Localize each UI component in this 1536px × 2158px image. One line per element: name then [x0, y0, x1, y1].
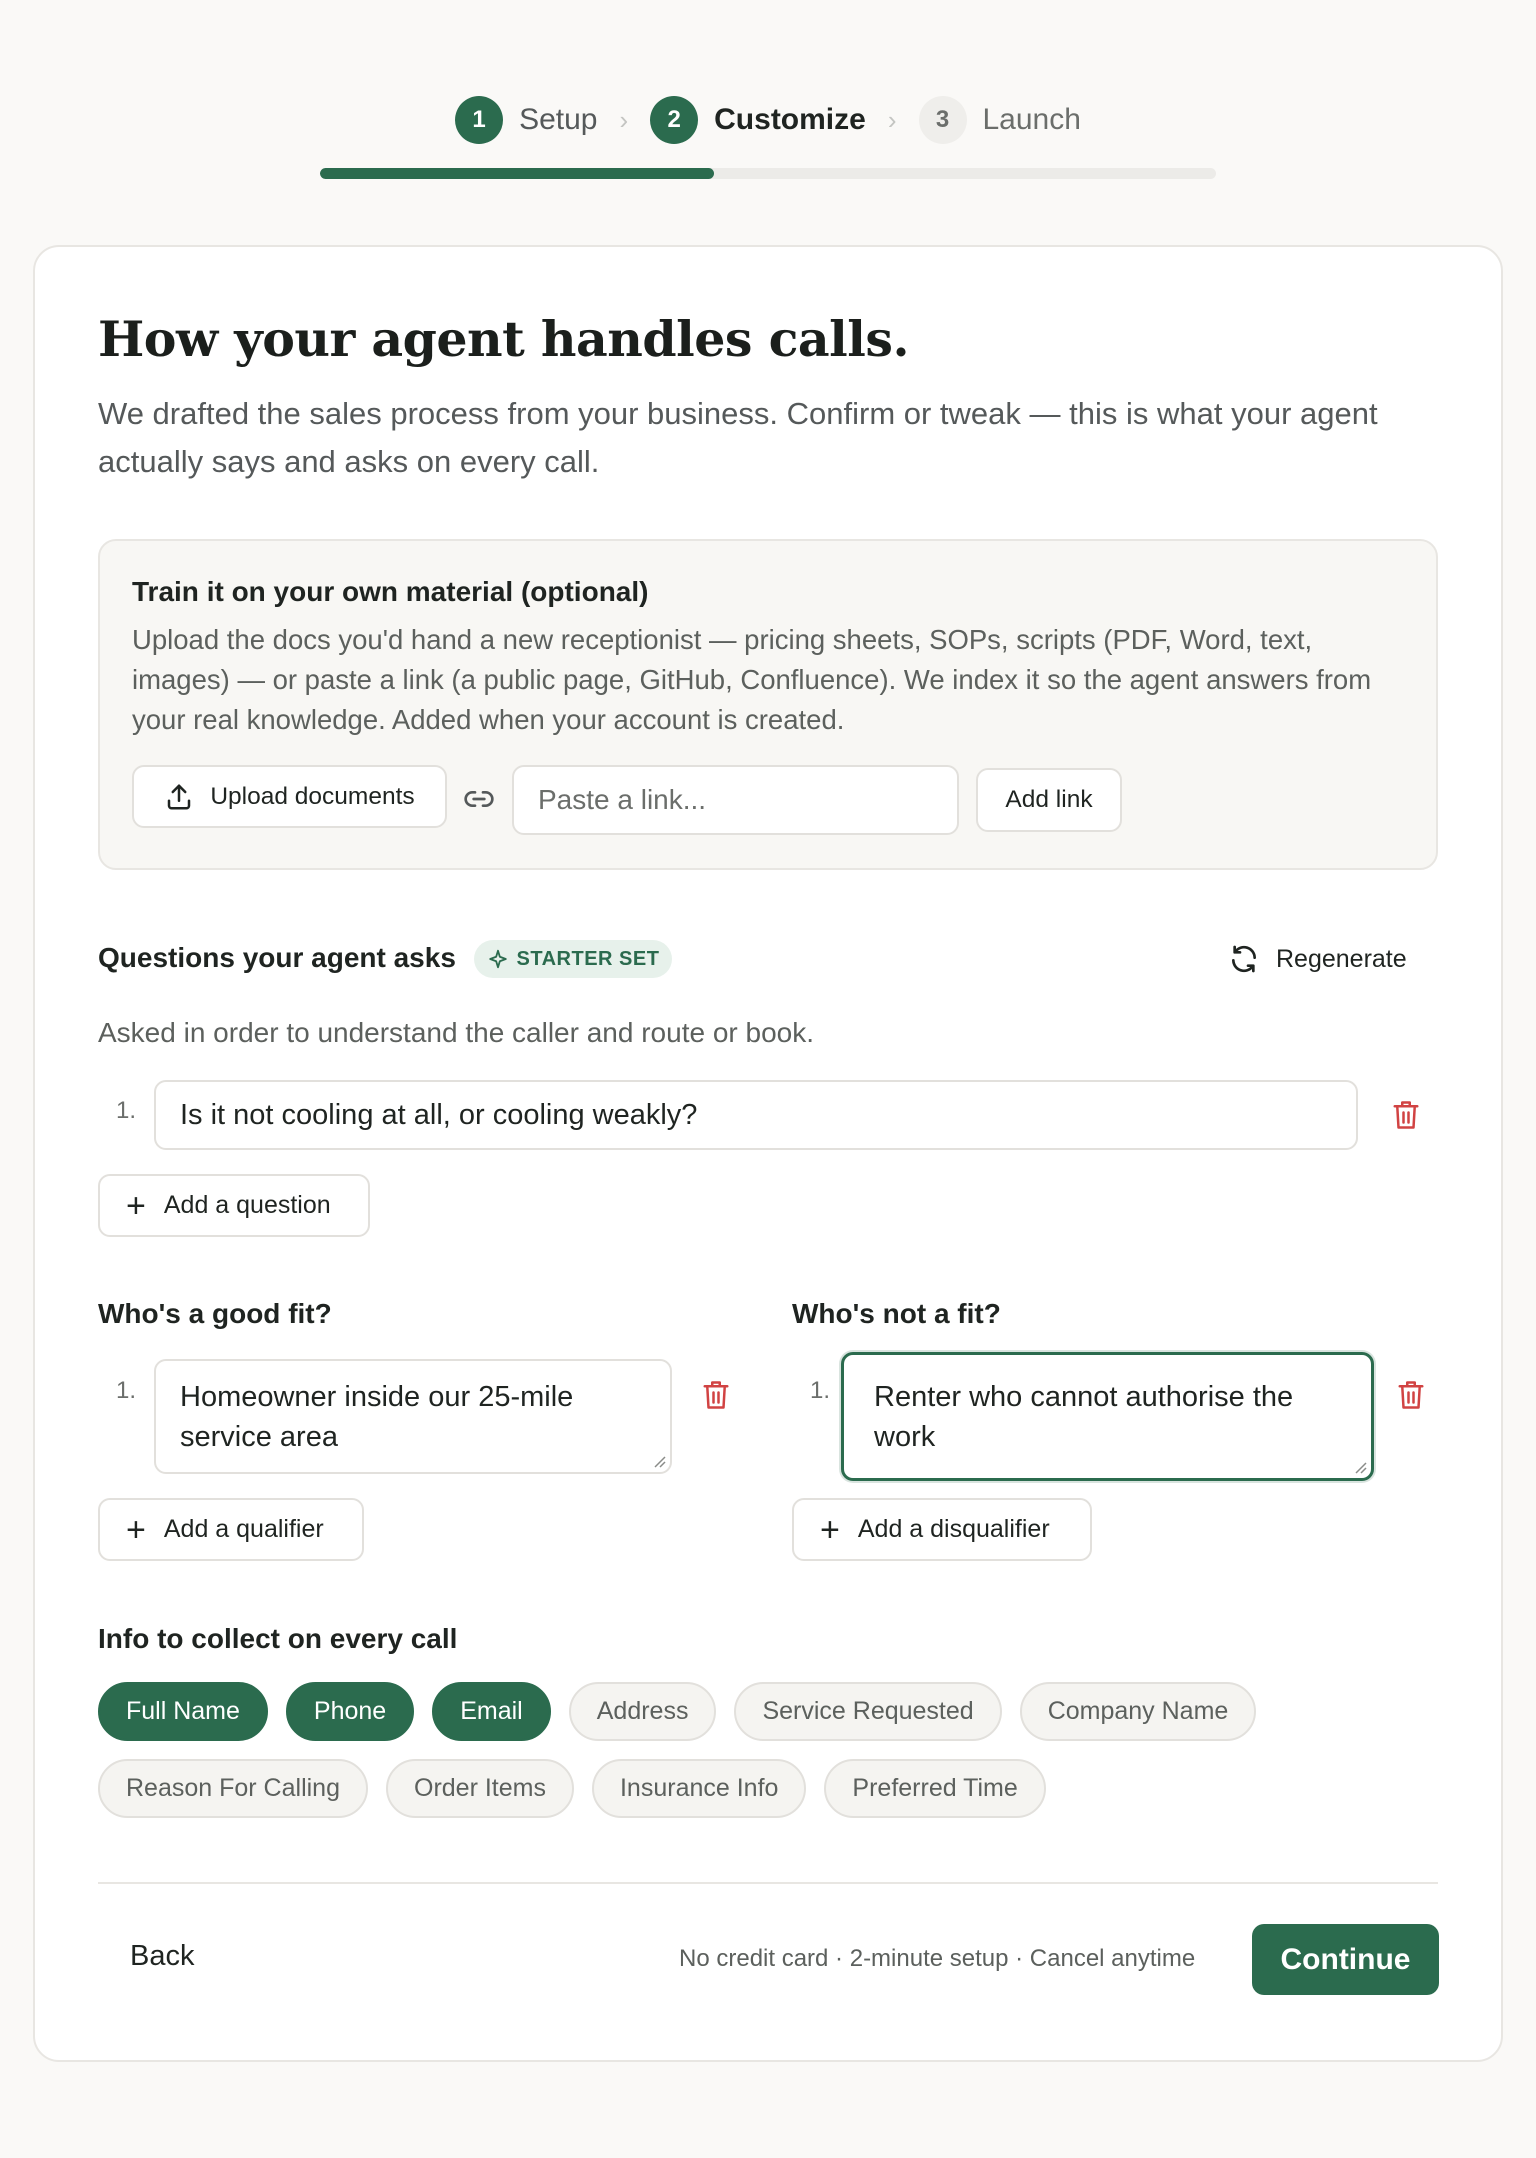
- footer-note: No credit card · 2-minute setup · Cancel anytime: [679, 1945, 1196, 1972]
- trash-icon[interactable]: [701, 1378, 731, 1412]
- disqualifier-text: Renter who cannot authorise the work: [874, 1381, 1294, 1453]
- add-qualifier-label: Add a qualifier: [163, 1515, 324, 1543]
- step-setup[interactable]: [455, 96, 597, 144]
- step-label: Launch: [982, 103, 1081, 136]
- upload-documents-label: Upload documents: [210, 782, 415, 810]
- add-question-button[interactable]: [98, 1174, 370, 1237]
- chevron-right-icon: ›: [887, 104, 897, 135]
- field-chip[interactable]: Service Requested: [734, 1682, 1001, 1741]
- chip-row: [98, 1759, 1438, 1818]
- field-chip[interactable]: Reason For Calling: [98, 1759, 368, 1818]
- add-disqualifier-label: Add a disqualifier: [857, 1515, 1050, 1543]
- field-chip[interactable]: Preferred Time: [824, 1759, 1045, 1818]
- field-chip[interactable]: Order Items: [386, 1759, 574, 1818]
- field-chip[interactable]: Phone: [286, 1682, 414, 1741]
- train-title: Train it on your own material (optional): [132, 576, 649, 607]
- page-subtitle: We drafted the sales process from your business. Confirm or tweak — this is what your agent actually says and asks on every call.: [98, 396, 1378, 479]
- regenerate-button[interactable]: [1228, 938, 1428, 980]
- step-number: 1: [455, 96, 503, 144]
- plus-icon: +: [820, 1510, 840, 1549]
- add-disqualifier-button[interactable]: [792, 1498, 1092, 1561]
- questions-title: Questions your agent asks: [98, 942, 456, 973]
- step-launch: [919, 96, 1081, 144]
- link-input[interactable]: [512, 765, 959, 835]
- collect-chips: [98, 1682, 1438, 1836]
- chip-row: [98, 1682, 1438, 1741]
- continue-button[interactable]: Continue: [1252, 1924, 1439, 1995]
- starter-set-badge: [474, 940, 672, 978]
- add-link-label: Add link: [1005, 786, 1093, 813]
- link-icon: [463, 783, 495, 815]
- resize-grip-icon[interactable]: [1353, 1460, 1367, 1474]
- progress-fill: [320, 168, 714, 179]
- upload-icon: [164, 782, 194, 812]
- upload-documents-button[interactable]: [132, 765, 447, 828]
- train-description: Upload the docs you'd hand a new receptionist — pricing sheets, SOPs, scripts (PDF, Word, text, images) — or paste a link (a public page, GitHub, Confluence). We index it so the agent answers from your real knowledge. Added when your account is created.: [132, 624, 1372, 735]
- disqualifier-textarea[interactable]: [841, 1352, 1374, 1481]
- add-link-button[interactable]: [976, 768, 1122, 832]
- trash-icon[interactable]: [1396, 1378, 1426, 1412]
- field-chip[interactable]: Company Name: [1020, 1682, 1257, 1741]
- field-chip[interactable]: Full Name: [98, 1682, 268, 1741]
- questions-description: Asked in order to understand the caller and route or book.: [98, 1017, 814, 1048]
- qualifier-text: Homeowner inside our 25-mile service area: [180, 1381, 574, 1453]
- collect-title: Info to collect on every call: [98, 1623, 458, 1654]
- step-label: Customize: [714, 103, 866, 136]
- sparkle-icon: [487, 948, 509, 970]
- step-number: 3: [919, 96, 967, 144]
- plus-icon: +: [126, 1510, 146, 1549]
- plus-icon: +: [126, 1186, 146, 1225]
- disqualifier-number: 1.: [810, 1377, 831, 1404]
- stepper: [320, 96, 1216, 144]
- badge-label: STARTER SET: [516, 947, 660, 970]
- field-chip[interactable]: Address: [569, 1682, 717, 1741]
- footer-divider: [98, 1882, 1438, 1884]
- qualifier-number: 1.: [116, 1377, 137, 1404]
- add-qualifier-button[interactable]: [98, 1498, 364, 1561]
- step-number: 2: [650, 96, 698, 144]
- refresh-icon: [1228, 943, 1260, 975]
- question-input[interactable]: Is it not cooling at all, or cooling weakly?: [154, 1080, 1358, 1150]
- not-fit-title: Who's not a fit?: [792, 1298, 1001, 1329]
- regenerate-label: Regenerate: [1276, 944, 1407, 973]
- resize-grip-icon[interactable]: [652, 1454, 666, 1468]
- page-title: How your agent handles calls.: [98, 310, 910, 368]
- good-fit-title: Who's a good fit?: [98, 1298, 332, 1329]
- trash-icon[interactable]: [1391, 1098, 1421, 1132]
- progress-bar: [320, 168, 1216, 179]
- step-customize[interactable]: [650, 96, 866, 144]
- field-chip[interactable]: Email: [432, 1682, 551, 1741]
- add-question-label: Add a question: [163, 1191, 331, 1219]
- back-button[interactable]: Back: [130, 1940, 195, 1972]
- chevron-right-icon: ›: [619, 104, 629, 135]
- question-number: 1.: [116, 1097, 137, 1124]
- qualifier-textarea[interactable]: [154, 1359, 672, 1474]
- step-label: Setup: [519, 103, 598, 136]
- field-chip[interactable]: Insurance Info: [592, 1759, 806, 1818]
